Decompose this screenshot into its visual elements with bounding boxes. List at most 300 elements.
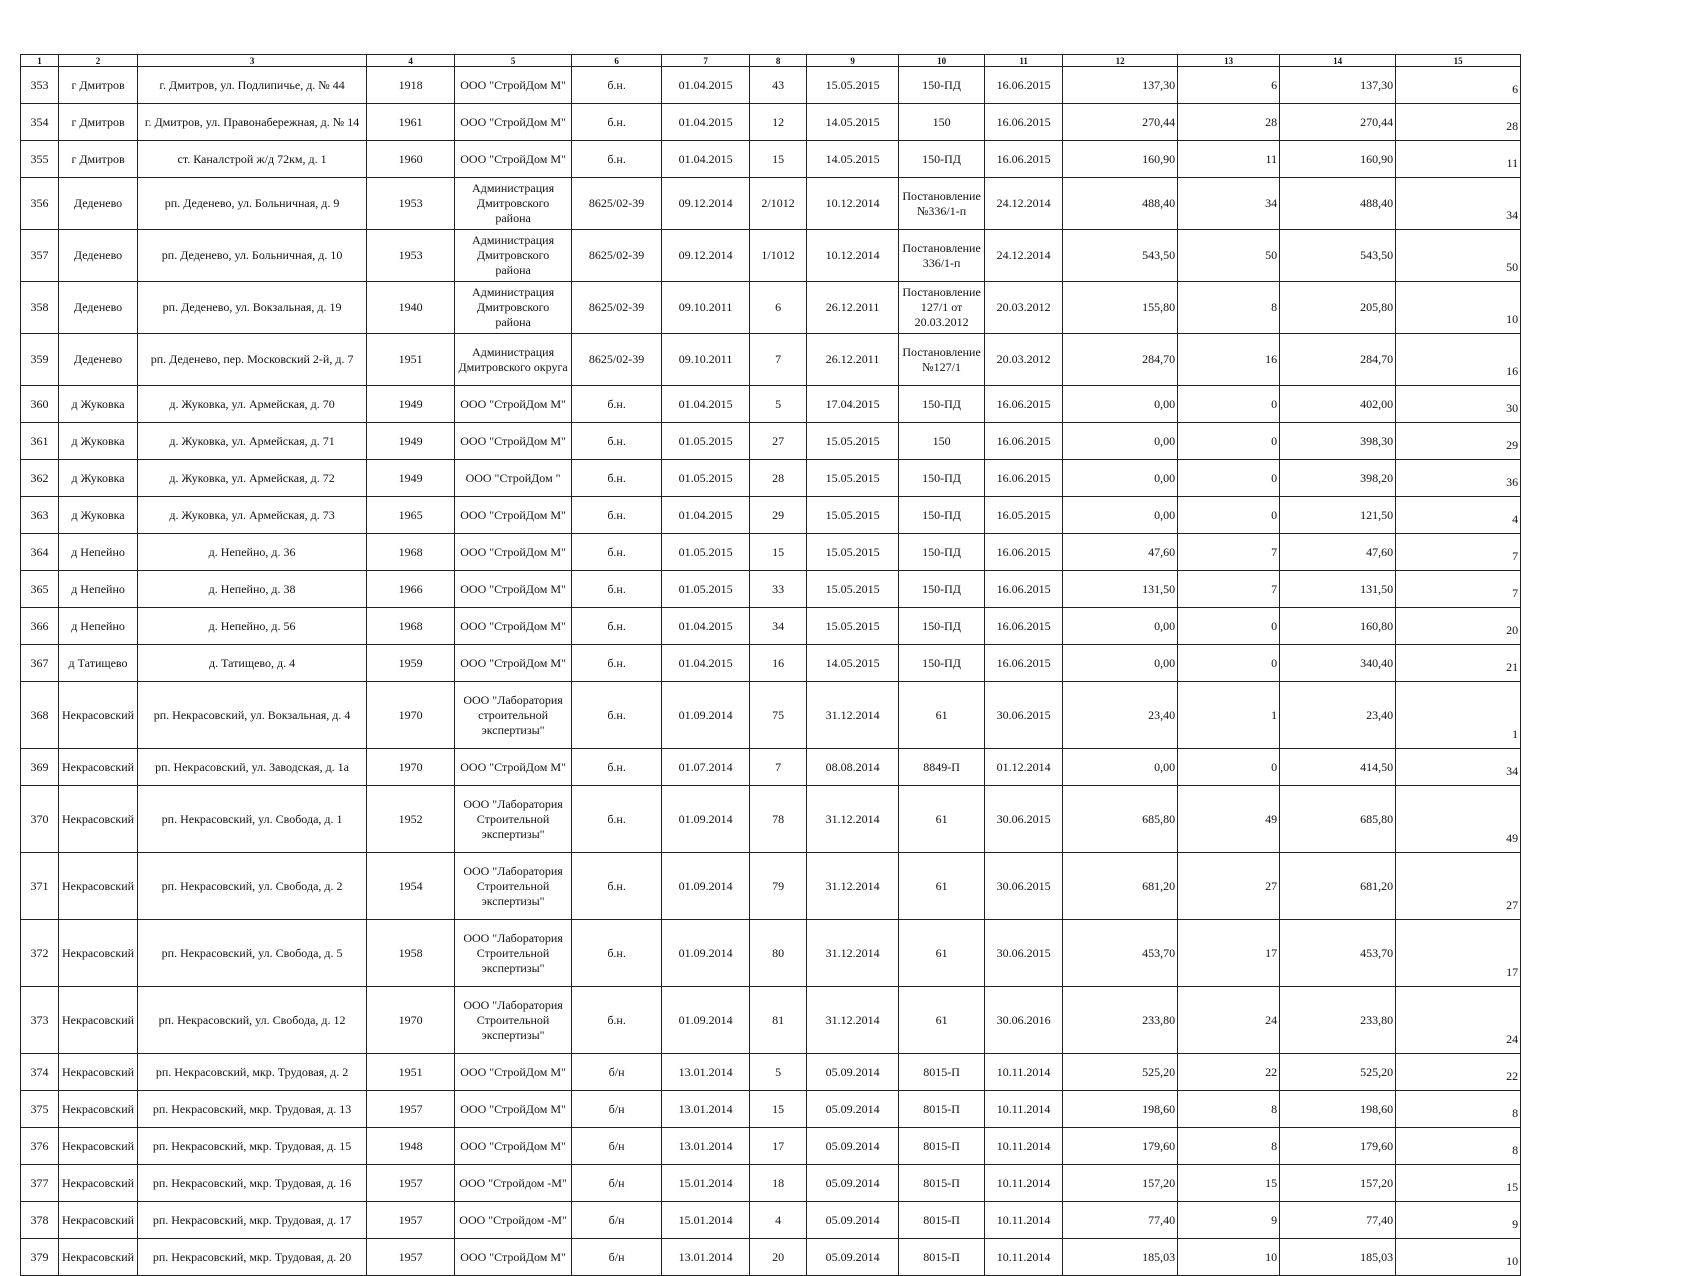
cell-doc-number: б.н. xyxy=(572,67,662,104)
cell-build-year: 1940 xyxy=(367,282,455,334)
cell-address: рп. Некрасовский, мкр. Трудовая, д. 2 xyxy=(138,1054,367,1091)
cell-residents-before: 6 xyxy=(1178,67,1280,104)
cell-build-year: 1949 xyxy=(367,460,455,497)
cell-act-number: 79 xyxy=(750,853,807,920)
cell-doc-date: 09.12.2014 xyxy=(662,230,750,282)
cell-locality: Некрасовский xyxy=(59,1239,138,1276)
cell-resolution: 150-ПД xyxy=(899,460,985,497)
cell-resolution-date: 16.06.2015 xyxy=(985,608,1063,645)
table-row xyxy=(21,534,1521,571)
table-row xyxy=(21,423,1521,460)
cell-act-date: 05.09.2014 xyxy=(807,1091,899,1128)
cell-act-date: 26.12.2011 xyxy=(807,334,899,386)
cell-area-before: 0,00 xyxy=(1063,749,1178,786)
table-row xyxy=(21,104,1521,141)
cell-doc-number: б.н. xyxy=(572,460,662,497)
cell-residents-before: 16 xyxy=(1178,334,1280,386)
cell-residents-before: 8 xyxy=(1178,1128,1280,1165)
col-header: 3 xyxy=(138,55,367,67)
cell-area-total: 340,40 xyxy=(1280,645,1396,682)
cell-build-year: 1957 xyxy=(367,1091,455,1128)
cell-act-number: 27 xyxy=(750,423,807,460)
cell-locality: Деденево xyxy=(59,334,138,386)
cell-resolution: 8849-П xyxy=(899,749,985,786)
cell-area-before: 0,00 xyxy=(1063,386,1178,423)
cell-address: д. Жуковка, ул. Армейская, д. 70 xyxy=(138,386,367,423)
cell-residents-total: 21 xyxy=(1396,645,1521,682)
cell-contractor: ООО "СтройДом М" xyxy=(455,423,572,460)
cell-act-number: 43 xyxy=(750,67,807,104)
cell-locality: д Жуковка xyxy=(59,423,138,460)
cell-row-number: 367 xyxy=(21,645,59,682)
table-row xyxy=(21,1165,1521,1202)
table-row xyxy=(21,987,1521,1054)
cell-doc-date: 09.10.2011 xyxy=(662,334,750,386)
cell-area-before: 681,20 xyxy=(1063,853,1178,920)
cell-area-total: 77,40 xyxy=(1280,1202,1396,1239)
cell-resolution-date: 30.06.2015 xyxy=(985,682,1063,749)
table-row xyxy=(21,497,1521,534)
cell-resolution-date: 16.06.2015 xyxy=(985,141,1063,178)
cell-address: рп. Некрасовский, ул. Свобода, д. 5 xyxy=(138,920,367,987)
cell-resolution: 8015-П xyxy=(899,1091,985,1128)
cell-doc-number: б.н. xyxy=(572,682,662,749)
table-row xyxy=(21,334,1521,386)
cell-doc-date: 13.01.2014 xyxy=(662,1091,750,1128)
cell-address: рп. Некрасовский, мкр. Трудовая, д. 17 xyxy=(138,1202,367,1239)
cell-locality: Некрасовский xyxy=(59,853,138,920)
cell-resolution-date: 16.06.2015 xyxy=(985,67,1063,104)
cell-act-date: 05.09.2014 xyxy=(807,1054,899,1091)
table-row xyxy=(21,1202,1521,1239)
cell-act-date: 15.05.2015 xyxy=(807,608,899,645)
table-row xyxy=(21,1091,1521,1128)
table-row xyxy=(21,178,1521,230)
cell-area-total: 198,60 xyxy=(1280,1091,1396,1128)
cell-residents-total: 8 xyxy=(1396,1091,1521,1128)
column-number-row xyxy=(21,55,1521,67)
cell-row-number: 377 xyxy=(21,1165,59,1202)
cell-locality: Некрасовский xyxy=(59,1054,138,1091)
cell-residents-before: 50 xyxy=(1178,230,1280,282)
table-row xyxy=(21,786,1521,853)
cell-resolution: 150 xyxy=(899,423,985,460)
cell-row-number: 372 xyxy=(21,920,59,987)
cell-row-number: 358 xyxy=(21,282,59,334)
cell-doc-number: б.н. xyxy=(572,786,662,853)
cell-residents-total: 50 xyxy=(1396,230,1521,282)
cell-doc-date: 01.07.2014 xyxy=(662,749,750,786)
cell-address: д. Непейно, д. 36 xyxy=(138,534,367,571)
cell-locality: Некрасовский xyxy=(59,786,138,853)
cell-build-year: 1970 xyxy=(367,682,455,749)
cell-residents-before: 8 xyxy=(1178,1091,1280,1128)
cell-act-date: 14.05.2015 xyxy=(807,104,899,141)
cell-build-year: 1951 xyxy=(367,334,455,386)
cell-residents-before: 9 xyxy=(1178,1202,1280,1239)
cell-act-date: 05.09.2014 xyxy=(807,1128,899,1165)
cell-area-total: 157,20 xyxy=(1280,1165,1396,1202)
table-row xyxy=(21,853,1521,920)
cell-resolution: 61 xyxy=(899,853,985,920)
cell-residents-total: 7 xyxy=(1396,571,1521,608)
col-header: 11 xyxy=(985,55,1063,67)
cell-build-year: 1953 xyxy=(367,178,455,230)
cell-residents-total: 9 xyxy=(1396,1202,1521,1239)
table-row xyxy=(21,920,1521,987)
cell-residents-total: 6 xyxy=(1396,67,1521,104)
cell-area-total: 205,80 xyxy=(1280,282,1396,334)
cell-address: рп. Некрасовский, ул. Свобода, д. 12 xyxy=(138,987,367,1054)
cell-locality: Некрасовский xyxy=(59,682,138,749)
cell-locality: г Дмитров xyxy=(59,67,138,104)
cell-act-date: 15.05.2015 xyxy=(807,571,899,608)
cell-area-total: 398,20 xyxy=(1280,460,1396,497)
cell-address: рп. Некрасовский, мкр. Трудовая, д. 15 xyxy=(138,1128,367,1165)
cell-doc-date: 01.09.2014 xyxy=(662,987,750,1054)
cell-area-before: 543,50 xyxy=(1063,230,1178,282)
cell-act-date: 31.12.2014 xyxy=(807,853,899,920)
cell-locality: д Жуковка xyxy=(59,386,138,423)
cell-doc-number: б.н. xyxy=(572,608,662,645)
cell-build-year: 1961 xyxy=(367,104,455,141)
cell-doc-number: 8625/02-39 xyxy=(572,334,662,386)
cell-resolution-date: 16.06.2015 xyxy=(985,423,1063,460)
cell-resolution-date: 24.12.2014 xyxy=(985,178,1063,230)
cell-area-total: 414,50 xyxy=(1280,749,1396,786)
cell-doc-date: 01.09.2014 xyxy=(662,682,750,749)
cell-act-number: 12 xyxy=(750,104,807,141)
cell-area-total: 137,30 xyxy=(1280,67,1396,104)
table-row xyxy=(21,749,1521,786)
cell-act-number: 80 xyxy=(750,920,807,987)
cell-act-number: 17 xyxy=(750,1128,807,1165)
cell-area-before: 525,20 xyxy=(1063,1054,1178,1091)
cell-contractor: ООО "Лаборатория Строительной экспертизы" xyxy=(455,920,572,987)
cell-doc-date: 13.01.2014 xyxy=(662,1128,750,1165)
cell-build-year: 1918 xyxy=(367,67,455,104)
cell-resolution-date: 10.11.2014 xyxy=(985,1165,1063,1202)
cell-residents-before: 11 xyxy=(1178,141,1280,178)
cell-resolution-date: 30.06.2016 xyxy=(985,987,1063,1054)
cell-act-date: 05.09.2014 xyxy=(807,1202,899,1239)
cell-act-number: 34 xyxy=(750,608,807,645)
cell-contractor: ООО "СтройДом М" xyxy=(455,608,572,645)
table-row xyxy=(21,460,1521,497)
cell-act-number: 16 xyxy=(750,645,807,682)
cell-build-year: 1958 xyxy=(367,920,455,987)
cell-row-number: 373 xyxy=(21,987,59,1054)
cell-row-number: 363 xyxy=(21,497,59,534)
cell-residents-before: 7 xyxy=(1178,534,1280,571)
cell-row-number: 357 xyxy=(21,230,59,282)
registry-table xyxy=(20,54,1521,1276)
cell-residents-total: 28 xyxy=(1396,104,1521,141)
cell-act-date: 05.09.2014 xyxy=(807,1165,899,1202)
cell-residents-total: 15 xyxy=(1396,1165,1521,1202)
cell-act-date: 08.08.2014 xyxy=(807,749,899,786)
col-header: 1 xyxy=(21,55,59,67)
table-row xyxy=(21,1054,1521,1091)
cell-resolution: 150-ПД xyxy=(899,608,985,645)
cell-residents-before: 24 xyxy=(1178,987,1280,1054)
cell-address: рп. Некрасовский, ул. Вокзальная, д. 4 xyxy=(138,682,367,749)
cell-act-date: 17.04.2015 xyxy=(807,386,899,423)
cell-doc-number: б/н xyxy=(572,1202,662,1239)
cell-doc-date: 01.09.2014 xyxy=(662,853,750,920)
cell-area-total: 121,50 xyxy=(1280,497,1396,534)
cell-build-year: 1948 xyxy=(367,1128,455,1165)
cell-residents-total: 24 xyxy=(1396,987,1521,1054)
cell-locality: д Непейно xyxy=(59,608,138,645)
cell-act-number: 2/1012 xyxy=(750,178,807,230)
col-header: 6 xyxy=(572,55,662,67)
cell-address: рп. Деденево, ул. Вокзальная, д. 19 xyxy=(138,282,367,334)
cell-resolution: 8015-П xyxy=(899,1165,985,1202)
cell-resolution: 61 xyxy=(899,920,985,987)
cell-residents-before: 49 xyxy=(1178,786,1280,853)
cell-residents-total: 49 xyxy=(1396,786,1521,853)
cell-area-total: 131,50 xyxy=(1280,571,1396,608)
cell-resolution-date: 10.11.2014 xyxy=(985,1239,1063,1276)
cell-act-number: 7 xyxy=(750,334,807,386)
table-row xyxy=(21,1128,1521,1165)
cell-row-number: 376 xyxy=(21,1128,59,1165)
table-row xyxy=(21,67,1521,104)
cell-area-before: 155,80 xyxy=(1063,282,1178,334)
cell-locality: Некрасовский xyxy=(59,1091,138,1128)
cell-area-total: 681,20 xyxy=(1280,853,1396,920)
cell-doc-date: 01.05.2015 xyxy=(662,423,750,460)
cell-area-total: 270,44 xyxy=(1280,104,1396,141)
cell-area-total: 233,80 xyxy=(1280,987,1396,1054)
cell-resolution-date: 16.06.2015 xyxy=(985,460,1063,497)
cell-resolution-date: 16.05.2015 xyxy=(985,497,1063,534)
cell-resolution-date: 16.06.2015 xyxy=(985,645,1063,682)
cell-residents-before: 0 xyxy=(1178,608,1280,645)
cell-doc-date: 01.04.2015 xyxy=(662,645,750,682)
cell-doc-number: б.н. xyxy=(572,386,662,423)
cell-act-number: 7 xyxy=(750,749,807,786)
cell-residents-before: 7 xyxy=(1178,571,1280,608)
cell-area-before: 179,60 xyxy=(1063,1128,1178,1165)
cell-area-before: 137,30 xyxy=(1063,67,1178,104)
cell-area-total: 543,50 xyxy=(1280,230,1396,282)
cell-area-before: 453,70 xyxy=(1063,920,1178,987)
cell-area-before: 157,20 xyxy=(1063,1165,1178,1202)
table-row xyxy=(21,282,1521,334)
cell-address: рп. Некрасовский, мкр. Трудовая, д. 20 xyxy=(138,1239,367,1276)
cell-resolution: 150-ПД xyxy=(899,386,985,423)
cell-build-year: 1966 xyxy=(367,571,455,608)
table-row xyxy=(21,645,1521,682)
cell-locality: Некрасовский xyxy=(59,920,138,987)
cell-contractor: ООО "Лаборатория Строительной экспертизы" xyxy=(455,786,572,853)
cell-row-number: 378 xyxy=(21,1202,59,1239)
cell-resolution: 150-ПД xyxy=(899,67,985,104)
cell-resolution-date: 10.11.2014 xyxy=(985,1202,1063,1239)
cell-resolution-date: 10.11.2014 xyxy=(985,1128,1063,1165)
cell-locality: д Жуковка xyxy=(59,497,138,534)
cell-build-year: 1957 xyxy=(367,1239,455,1276)
cell-area-before: 77,40 xyxy=(1063,1202,1178,1239)
cell-doc-date: 09.12.2014 xyxy=(662,178,750,230)
cell-act-number: 81 xyxy=(750,987,807,1054)
cell-doc-date: 01.05.2015 xyxy=(662,534,750,571)
cell-build-year: 1953 xyxy=(367,230,455,282)
cell-act-number: 5 xyxy=(750,1054,807,1091)
cell-address: д. Жуковка, ул. Армейская, д. 72 xyxy=(138,460,367,497)
cell-resolution: 150-ПД xyxy=(899,571,985,608)
cell-resolution-date: 30.06.2015 xyxy=(985,920,1063,987)
cell-area-before: 185,03 xyxy=(1063,1239,1178,1276)
cell-act-date: 31.12.2014 xyxy=(807,920,899,987)
cell-act-date: 15.05.2015 xyxy=(807,497,899,534)
cell-resolution: 61 xyxy=(899,987,985,1054)
cell-contractor: ООО "Стройдом -М" xyxy=(455,1165,572,1202)
table-row xyxy=(21,1239,1521,1276)
cell-residents-total: 22 xyxy=(1396,1054,1521,1091)
col-header: 4 xyxy=(367,55,455,67)
table-row xyxy=(21,141,1521,178)
cell-build-year: 1949 xyxy=(367,386,455,423)
cell-act-date: 15.05.2015 xyxy=(807,460,899,497)
cell-area-before: 131,50 xyxy=(1063,571,1178,608)
cell-row-number: 371 xyxy=(21,853,59,920)
cell-area-before: 488,40 xyxy=(1063,178,1178,230)
cell-locality: Деденево xyxy=(59,230,138,282)
cell-locality: Некрасовский xyxy=(59,1165,138,1202)
cell-doc-number: 8625/02-39 xyxy=(572,282,662,334)
cell-residents-before: 0 xyxy=(1178,497,1280,534)
cell-row-number: 375 xyxy=(21,1091,59,1128)
cell-locality: д Непейно xyxy=(59,534,138,571)
cell-area-total: 453,70 xyxy=(1280,920,1396,987)
cell-area-total: 23,40 xyxy=(1280,682,1396,749)
cell-contractor: ООО "СтройДом М" xyxy=(455,1091,572,1128)
cell-doc-date: 15.01.2014 xyxy=(662,1165,750,1202)
cell-build-year: 1965 xyxy=(367,497,455,534)
cell-doc-number: б.н. xyxy=(572,571,662,608)
cell-resolution: 8015-П xyxy=(899,1128,985,1165)
cell-doc-date: 13.01.2014 xyxy=(662,1054,750,1091)
cell-resolution-date: 10.11.2014 xyxy=(985,1054,1063,1091)
cell-row-number: 366 xyxy=(21,608,59,645)
cell-doc-number: б/н xyxy=(572,1054,662,1091)
col-header: 5 xyxy=(455,55,572,67)
cell-residents-total: 34 xyxy=(1396,749,1521,786)
cell-contractor: Администрация Дмитровского округа xyxy=(455,334,572,386)
cell-locality: д Татищево xyxy=(59,645,138,682)
cell-area-before: 0,00 xyxy=(1063,497,1178,534)
cell-resolution-date: 16.06.2015 xyxy=(985,104,1063,141)
table-row xyxy=(21,608,1521,645)
cell-locality: д Жуковка xyxy=(59,460,138,497)
cell-act-date: 14.05.2015 xyxy=(807,645,899,682)
cell-doc-date: 13.01.2014 xyxy=(662,1239,750,1276)
cell-area-before: 0,00 xyxy=(1063,645,1178,682)
cell-locality: Некрасовский xyxy=(59,1202,138,1239)
cell-address: рп. Деденево, ул. Больничная, д. 10 xyxy=(138,230,367,282)
table-row xyxy=(21,386,1521,423)
cell-address: д. Непейно, д. 38 xyxy=(138,571,367,608)
cell-area-total: 525,20 xyxy=(1280,1054,1396,1091)
cell-resolution: 8015-П xyxy=(899,1054,985,1091)
cell-address: рп. Деденево, ул. Больничная, д. 9 xyxy=(138,178,367,230)
cell-doc-date: 01.05.2015 xyxy=(662,460,750,497)
col-header: 14 xyxy=(1280,55,1396,67)
cell-residents-total: 16 xyxy=(1396,334,1521,386)
cell-residents-total: 20 xyxy=(1396,608,1521,645)
cell-residents-total: 4 xyxy=(1396,497,1521,534)
cell-doc-number: б.н. xyxy=(572,853,662,920)
cell-doc-number: б.н. xyxy=(572,749,662,786)
cell-row-number: 359 xyxy=(21,334,59,386)
cell-doc-number: б/н xyxy=(572,1165,662,1202)
cell-doc-date: 15.01.2014 xyxy=(662,1202,750,1239)
cell-resolution: Постановление 336/1-п xyxy=(899,230,985,282)
cell-residents-before: 8 xyxy=(1178,282,1280,334)
cell-residents-before: 28 xyxy=(1178,104,1280,141)
cell-act-number: 4 xyxy=(750,1202,807,1239)
cell-build-year: 1960 xyxy=(367,141,455,178)
cell-resolution-date: 30.06.2015 xyxy=(985,853,1063,920)
cell-act-number: 15 xyxy=(750,141,807,178)
cell-residents-before: 0 xyxy=(1178,749,1280,786)
cell-locality: Деденево xyxy=(59,282,138,334)
cell-row-number: 365 xyxy=(21,571,59,608)
cell-build-year: 1951 xyxy=(367,1054,455,1091)
cell-resolution: 150-ПД xyxy=(899,141,985,178)
cell-area-total: 160,80 xyxy=(1280,608,1396,645)
cell-act-number: 5 xyxy=(750,386,807,423)
cell-build-year: 1949 xyxy=(367,423,455,460)
col-header: 7 xyxy=(662,55,750,67)
cell-contractor: ООО "СтройДом М" xyxy=(455,141,572,178)
cell-address: д. Непейно, д. 56 xyxy=(138,608,367,645)
cell-address: д. Татищево, д. 4 xyxy=(138,645,367,682)
cell-locality: г Дмитров xyxy=(59,141,138,178)
cell-row-number: 355 xyxy=(21,141,59,178)
cell-residents-total: 34 xyxy=(1396,178,1521,230)
cell-row-number: 379 xyxy=(21,1239,59,1276)
cell-contractor: ООО "СтройДом М" xyxy=(455,645,572,682)
cell-build-year: 1968 xyxy=(367,608,455,645)
cell-act-number: 28 xyxy=(750,460,807,497)
cell-area-before: 23,40 xyxy=(1063,682,1178,749)
cell-build-year: 1952 xyxy=(367,786,455,853)
cell-address: рп. Некрасовский, ул. Свобода, д. 1 xyxy=(138,786,367,853)
cell-area-before: 160,90 xyxy=(1063,141,1178,178)
cell-contractor: ООО "Стройдом -М" xyxy=(455,1202,572,1239)
cell-residents-before: 1 xyxy=(1178,682,1280,749)
cell-build-year: 1959 xyxy=(367,645,455,682)
col-header: 2 xyxy=(59,55,138,67)
cell-contractor: ООО "СтройДом М" xyxy=(455,1239,572,1276)
cell-area-total: 398,30 xyxy=(1280,423,1396,460)
cell-residents-before: 15 xyxy=(1178,1165,1280,1202)
cell-area-before: 47,60 xyxy=(1063,534,1178,571)
cell-residents-total: 10 xyxy=(1396,1239,1521,1276)
cell-locality: Деденево xyxy=(59,178,138,230)
cell-build-year: 1957 xyxy=(367,1165,455,1202)
cell-row-number: 353 xyxy=(21,67,59,104)
cell-doc-date: 01.04.2015 xyxy=(662,497,750,534)
cell-address: ст. Каналстрой ж/д 72км, д. 1 xyxy=(138,141,367,178)
cell-doc-date: 09.10.2011 xyxy=(662,282,750,334)
cell-resolution: 150-ПД xyxy=(899,645,985,682)
cell-resolution-date: 16.06.2015 xyxy=(985,386,1063,423)
